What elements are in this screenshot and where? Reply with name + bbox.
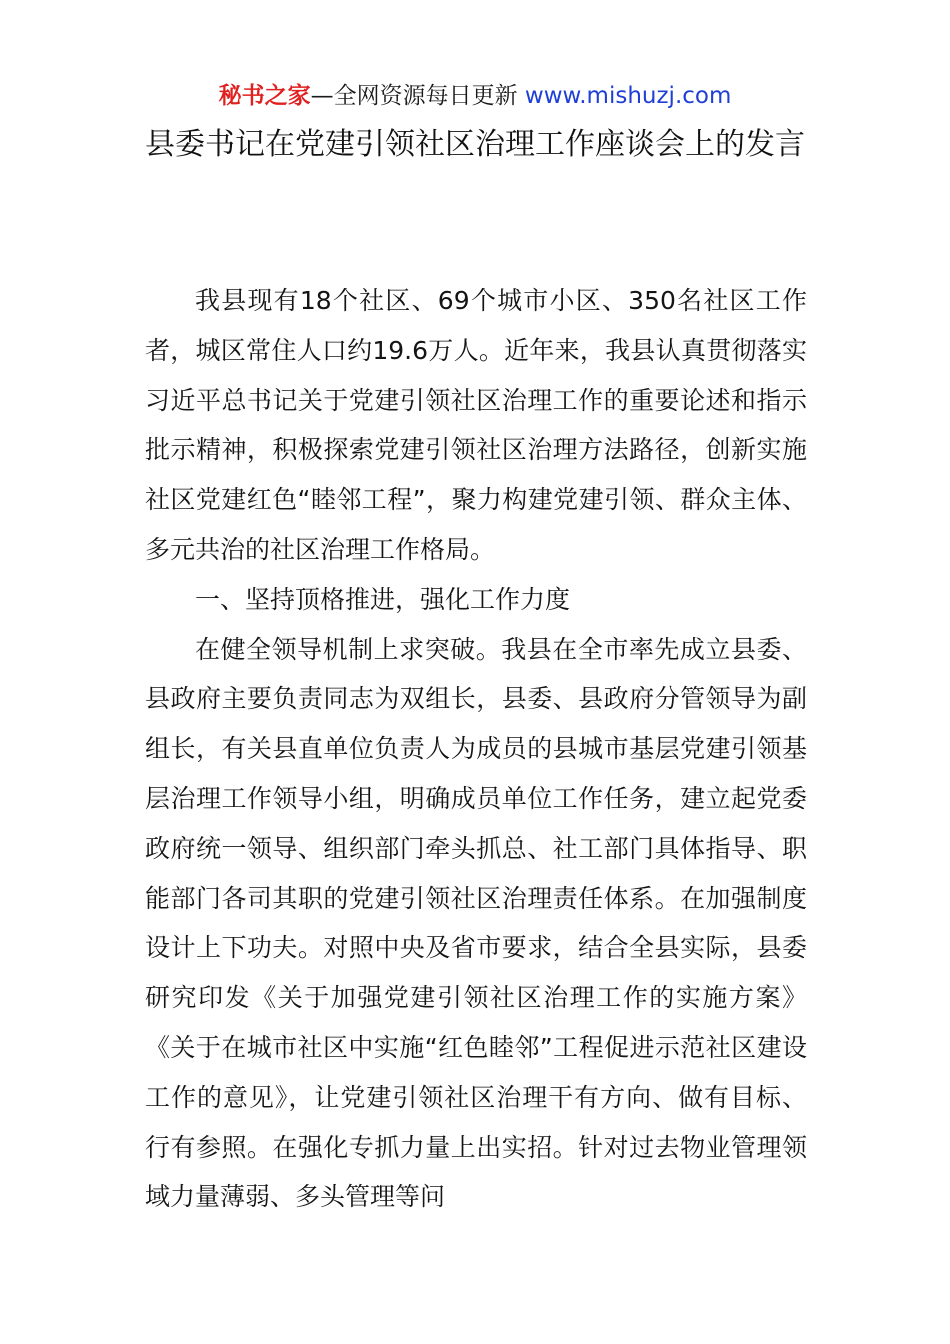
- banner-url-link[interactable]: www.mishuzj.com: [524, 83, 732, 109]
- site-banner: [0, 80, 950, 112]
- banner-brand: 秘书之家: [218, 83, 311, 109]
- section-heading-1: 一、坚持顶格推进，强化工作力度: [195, 584, 571, 614]
- banner-slogan: —全网资源每日更新: [310, 83, 518, 109]
- document-title: 县委书记在党建引领社区治理工作座谈会上的发言: [145, 127, 805, 162]
- document-body: [145, 276, 807, 1222]
- paragraph-section-1: 在健全领导机制上求突破。我县在全市率先成立县委、县政府主要负责同志为双组长，县委、县政府分管领导为副组长，有关县直单位负责人为成员的县城市基层党建引领基层治理工作领导小组，明确成员单位工作任务，建立起党委政府统一领导、组织部门牵头抓总、社工部门具体指导、职能部门各司其职的党建引领社区治理责任体系。在加强制度设计上下功夫。对照中央及省市要求，结合全县实际，县委研究印发《关于加强党建引领社区治理工作的实施方案》《关于在城市社区中实施“红色睦邻”工程促进示范社区建设工作的意见》，让党建引领社区治理干有方向、做有目标、行有参照。在强化专抓力量上出实招。针对过去物业管理领域力量薄弱、多头管理等问: [145, 634, 807, 1212]
- paragraph-intro: 我县现有18个社区、69个城市小区、350名社区工作者，城区常住人口约19.6万人。近年来，我县认真贯彻落实习近平总书记关于党建引领社区治理工作的重要论述和指示批示精神，积极探索党建引领社区治理方法路径，创新实施社区党建红色“睦邻工程”，聚力构建党建引领、群众主体、多元共治的社区治理工作格局。: [145, 286, 807, 564]
